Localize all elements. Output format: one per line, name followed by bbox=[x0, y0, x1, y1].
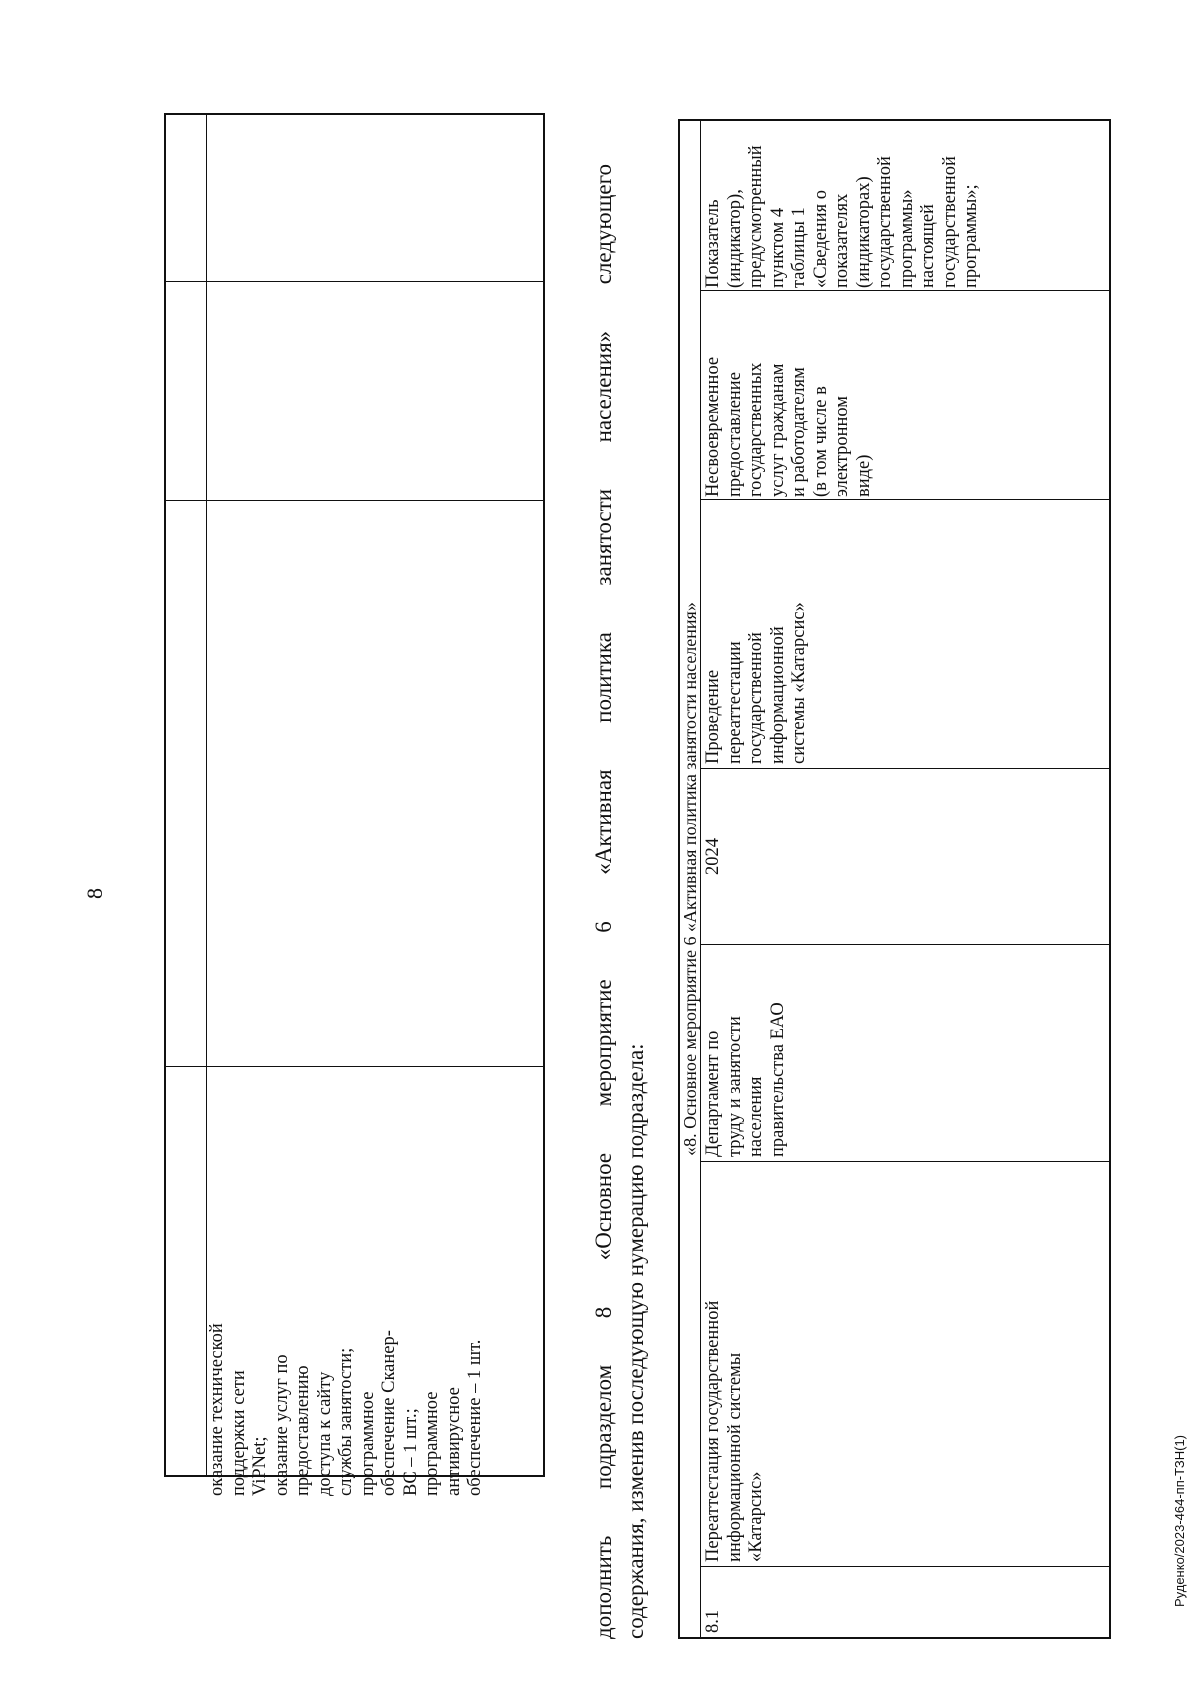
amendment-paragraph-line2: содержания, изменив последующую нумерацию подраздела: bbox=[623, 1043, 648, 1639]
document-id: Руденко/2023-464-пп-ТЗН(1) bbox=[1172, 1434, 1187, 1607]
row-action: Проведение переаттестации государственной информационной системы «Катарсис» bbox=[703, 602, 809, 764]
section-header: «8. Основное мероприятие 6 «Активная политика занятости населения» bbox=[680, 602, 700, 1156]
services-cell: оказание технической поддержки сети ViPNet; оказание услуг по предоставлению доступа к сайту службы занятости; программное обеспечение Сканер- ВС – 1 шт.; программное антивирусное обеспечение – 1 шт. bbox=[207, 1323, 485, 1496]
amendment-paragraph-line1: дополнить подразделом 8 «Основное мероприятие 6 «Активная политика занятости населения» следующего bbox=[591, 164, 616, 1639]
row-indicator: Показатель (индикатор), предусмотренный пунктом 4 таблицы 1 «Сведения о показателях (индикаторах) государственной программы» настоящей государственной программы»; bbox=[703, 145, 981, 288]
row-number: 8.1 bbox=[703, 1609, 723, 1633]
row-executor: Департамент по труду и занятости населения правительства ЕАО bbox=[703, 1002, 788, 1157]
row-title: Переаттестация государственной информационной системы «Катарсис» bbox=[703, 1300, 766, 1562]
row-risk: Несвоевременное предоставление государственных услуг гражданам и работодателям (в том числе в электронном виде) bbox=[703, 356, 874, 497]
page-number: 8 bbox=[82, 888, 107, 899]
row-year: 2024 bbox=[703, 838, 723, 875]
